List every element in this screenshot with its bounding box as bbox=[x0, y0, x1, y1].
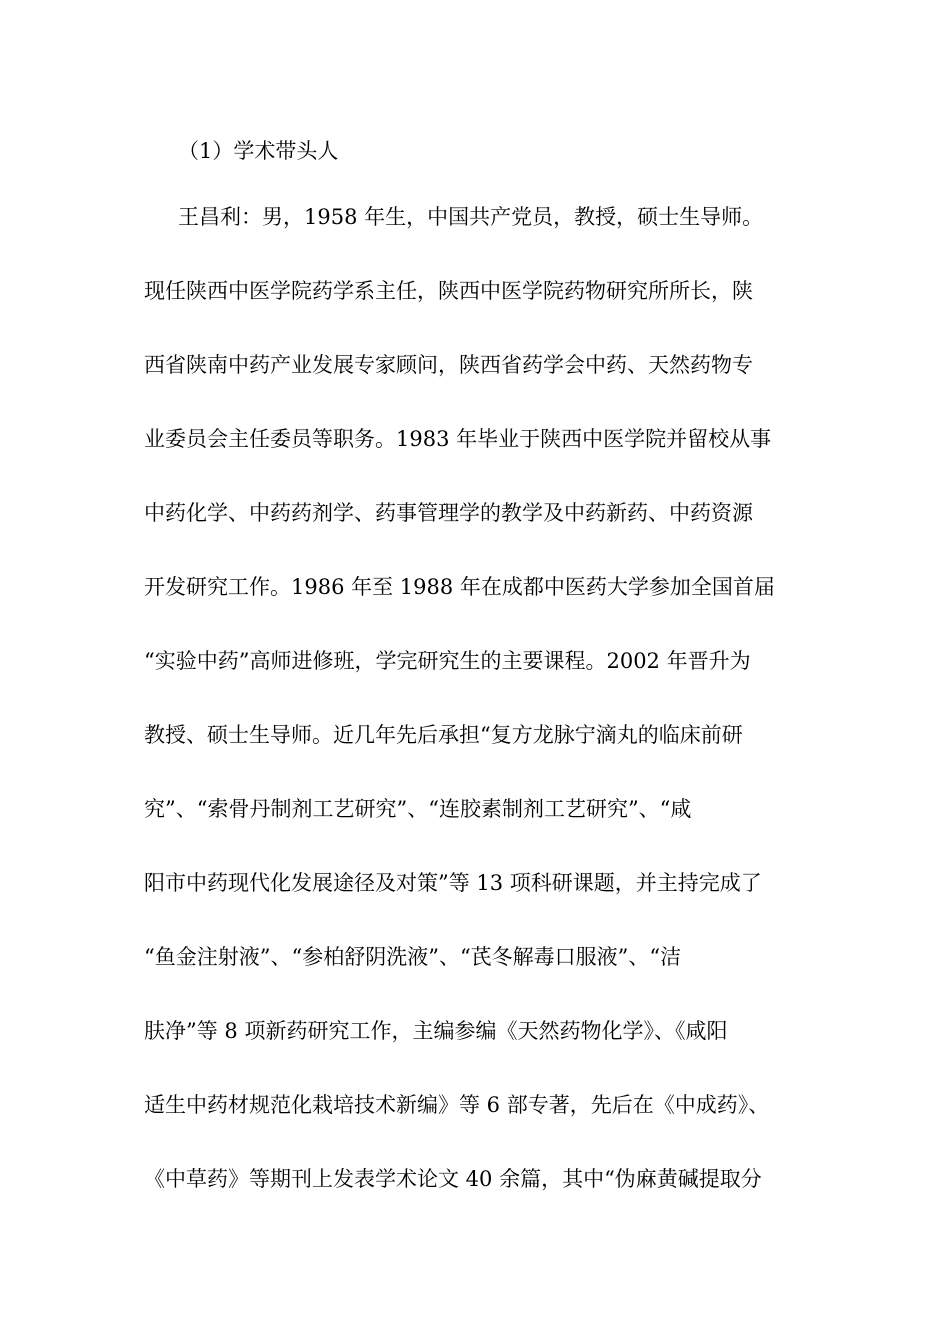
paragraph-line: 阳市中药现代化发展途径及对策”等 13 项科研课题，并主持完成了 bbox=[144, 871, 762, 895]
paragraph-line: 适生中药材规范化栽培技术新编》等 6 部专著，先后在《中成药》、 bbox=[144, 1093, 770, 1117]
paragraph-line: 王昌利：男，1958 年生，中国共产党员，教授，硕士生导师。 bbox=[178, 205, 764, 229]
paragraph-line: “实验中药”高师进修班，学完研究生的主要课程。2002 年晋升为 bbox=[144, 649, 751, 673]
paragraph-line: “鱼金注射液”、“参柏舒阴洗液”、“芪冬解毒口服液”、“洁 bbox=[144, 945, 682, 969]
paragraph-line: 西省陕南中药产业发展专家顾问，陕西省药学会中药、天然药物专 bbox=[144, 353, 753, 377]
paragraph-line: 《中草药》等期刊上发表学术论文 40 余篇，其中“伪麻黄碱提取分 bbox=[144, 1167, 762, 1191]
paragraph-line: 肤净”等 8 项新药研究工作，主编参编《天然药物化学》、《咸阳 bbox=[144, 1019, 728, 1043]
paragraph-line: 教授、硕士生导师。近几年先后承担“复方龙脉宁滴丸的临床前研 bbox=[144, 723, 743, 747]
paragraph-line: 现任陕西中医学院药学系主任，陕西中医学院药物研究所所长，陕 bbox=[144, 279, 753, 303]
paragraph-line: 中药化学、中药药剂学、药事管理学的教学及中药新药、中药资源 bbox=[144, 501, 753, 525]
paragraph-line: 业委员会主任委员等职务。1983 年毕业于陕西中医学院并留校从事 bbox=[144, 427, 772, 451]
paragraph-line: 开发研究工作。1986 年至 1988 年在成都中医药大学参加全国首届 bbox=[144, 575, 775, 599]
section-heading: （1）学术带头人 bbox=[178, 139, 339, 163]
paragraph-line: 究”、“索骨丹制剂工艺研究”、“连胶素制剂工艺研究”、“咸 bbox=[144, 797, 692, 821]
